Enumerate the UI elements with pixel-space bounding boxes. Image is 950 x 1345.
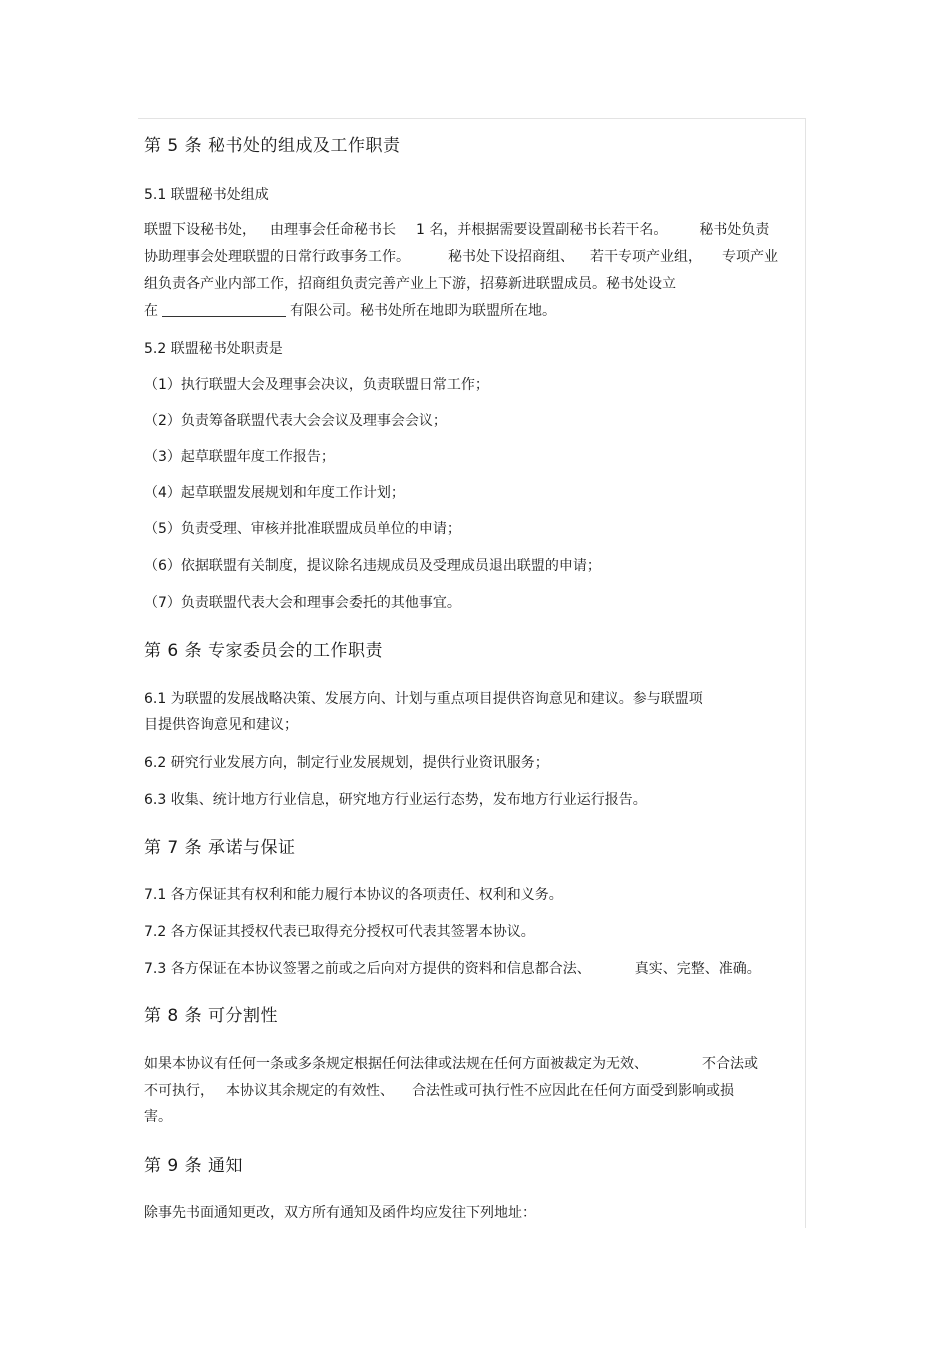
section-6-1-line-1: 6.1 为联盟的发展战略决策、发展方向、计划与重点项目提供咨询意见和建议。参与联盟项: [144, 691, 703, 707]
duty-item: （4）起草联盟发展规划和年度工作计划；: [144, 485, 405, 501]
section-7-3: 7.3 各方保证在本协议签署之前或之后向对方提供的资料和信息都合法、 真实、完整、准确。: [144, 961, 761, 977]
section-6-1-line-2: 目提供咨询意见和建议；: [144, 717, 298, 733]
section-7-title: 第 7 条 承诺与保证: [144, 838, 296, 858]
section-9-line-1: 除事先书面通知更改，双方所有通知及函件均应发往下列地址：: [144, 1205, 536, 1221]
duty-item: （2）负责筹备联盟代表大会会议及理事会会议；: [144, 413, 447, 429]
section-8-title: 第 8 条 可分割性: [144, 1006, 279, 1026]
section-9-title: 第 9 条 通知: [144, 1156, 244, 1176]
section-6-title: 第 6 条 专家委员会的工作职责: [144, 641, 384, 661]
section-5-title: 第 5 条 秘书处的组成及工作职责: [144, 136, 401, 156]
section-5-2-heading: 5.2 联盟秘书处职责是: [144, 341, 283, 357]
section-5-1-line-2: 协助理事会处理联盟的日常行政事务工作。 秘书处下设招商组、 若干专项产业组， 专项产业: [144, 249, 778, 265]
section-8-line-2: 不可执行， 本协议其余规定的有效性、 合法性或可执行性不应因此在任何方面受到影响或损: [144, 1083, 734, 1099]
section-7-1: 7.1 各方保证其有权利和能力履行本协议的各项责任、权利和义务。: [144, 887, 563, 903]
section-5-1-line-1: 联盟下设秘书处， 由理事会任命秘书长 1 名，并根据需要设置副秘书长若干名。 秘书处负责: [144, 222, 770, 238]
duty-item: （7）负责联盟代表大会和理事会委托的其他事宜。: [144, 595, 461, 611]
section-5-1-line-3: 组负责各产业内部工作，招商组负责完善产业上下游，招募新进联盟成员。秘书处设立: [144, 276, 676, 292]
duty-item: （5）负责受理、审核并批准联盟成员单位的申请；: [144, 521, 461, 537]
duty-item: （6）依据联盟有关制度，提议除名违规成员及受理成员退出联盟的申请；: [144, 558, 601, 574]
section-5-1-heading: 5.1 联盟秘书处组成: [144, 187, 269, 203]
section-7-2: 7.2 各方保证其授权代表已取得充分授权可代表其签署本协议。: [144, 924, 535, 940]
company-name-blank: [162, 302, 286, 317]
duty-item: （1）执行联盟大会及理事会决议，负责联盟日常工作；: [144, 377, 489, 393]
duty-item: （3）起草联盟年度工作报告；: [144, 449, 335, 465]
section-5-1-line-4: 在 有限公司。秘书处所在地即为联盟所在地。: [144, 303, 556, 319]
section-6-3: 6.3 收集、统计地方行业信息，研究地方行业运行态势，发布地方行业运行报告。: [144, 792, 647, 808]
section-6-2: 6.2 研究行业发展方向，制定行业发展规划，提供行业资讯服务；: [144, 755, 549, 771]
section-8-line-3: 害。: [144, 1109, 172, 1125]
section-8-line-1: 如果本协议有任何一条或多条规定根据任何法律或法规在任何方面被裁定为无效、 不合法或: [144, 1056, 758, 1072]
